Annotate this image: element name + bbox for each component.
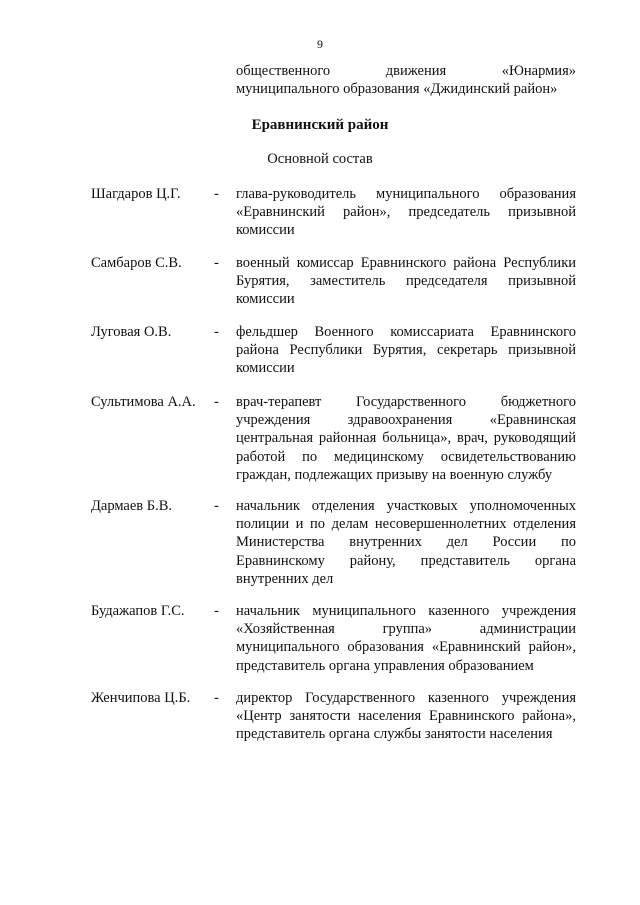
member-name: Шагдаров Ц.Г. xyxy=(91,186,181,202)
member-role: глава-руководитель муниципального образования «Еравнинский район», председатель призывной комиссии xyxy=(236,186,576,239)
member-name: Будажапов Г.С. xyxy=(91,603,185,619)
section-title: Основной состав xyxy=(267,151,373,167)
member-role: военный комиссар Еравнинского района Республики Бурятия, заместитель председателя призывной комиссии xyxy=(236,255,576,308)
dash-separator: - xyxy=(214,394,219,410)
member-name: Самбаров С.В. xyxy=(91,255,182,271)
member-name: Дармаев Б.В. xyxy=(91,498,173,514)
member-role: директор Государственного казенного учреждения «Центр занятости населения Еравнинского района», представитель органа службы занятости населения xyxy=(236,690,576,743)
member-name: Женчипова Ц.Б. xyxy=(91,690,191,706)
dash-separator: - xyxy=(214,603,219,619)
member-role: начальник отделения участковых уполномоченных полиции и по делам несовершеннолетних отделения Министерства внутренних дел России по Еравнинскому району, представитель органа внутренних дел xyxy=(236,498,576,587)
dash-separator: - xyxy=(214,324,219,340)
member-role: фельдшер Военного комиссариата Еравнинского района Республики Бурятия, секретарь призывной комиссии xyxy=(236,324,576,377)
intro-text xyxy=(236,62,576,98)
dash-separator: - xyxy=(214,255,219,271)
intro-line: муниципального образования «Джидинский район» xyxy=(236,81,558,97)
member-name: Луговая О.В. xyxy=(91,324,172,340)
member-role: врач-терапевт Государственного бюджетного учреждения здравоохранения «Еравнинская центральная районная больница», врач, руководящий работой по медицинскому освидетельствованию граждан, подлежащих призыву на военную службу xyxy=(236,394,576,483)
dash-separator: - xyxy=(214,690,219,706)
member-role: начальник муниципального казенного учреждения «Хозяйственная группа» администрации муниципального образования «Еравнинский район», представитель органа управления образованием xyxy=(236,603,576,674)
district-title: Еравнинский район xyxy=(251,117,389,133)
dash-separator: - xyxy=(214,498,219,514)
dash-separator: - xyxy=(214,186,219,202)
page-number: 9 xyxy=(317,37,323,51)
intro-line: общественного движения «Юнармия» xyxy=(236,63,576,79)
member-name: Сультимова А.А. xyxy=(91,394,196,410)
